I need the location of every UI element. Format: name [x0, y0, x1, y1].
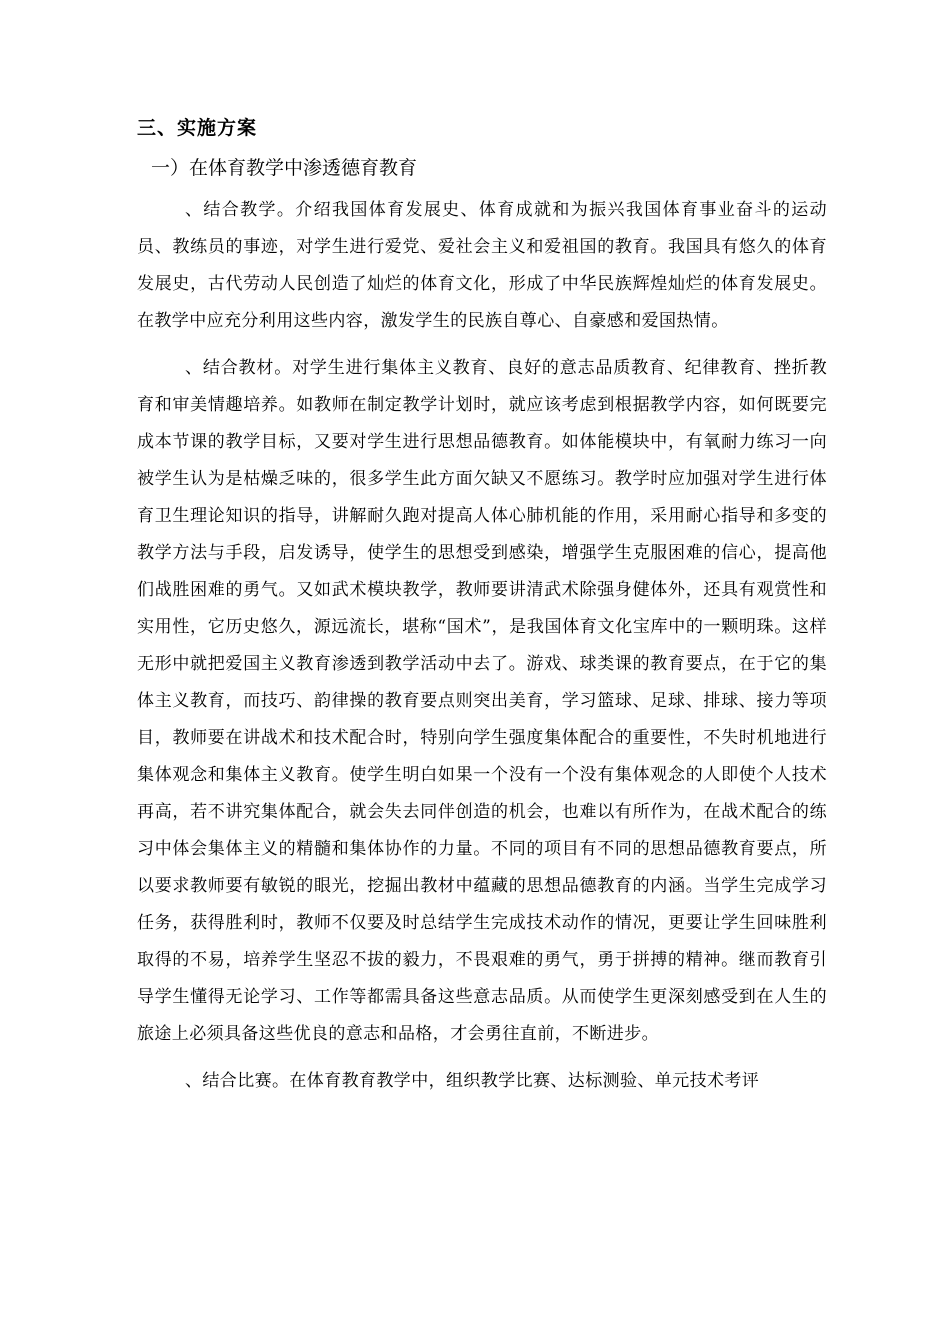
- document-body: [137, 114, 827, 1100]
- sub-heading: 一）在体育教学中渗透德育教育: [151, 157, 418, 179]
- paragraph-competition: 、结合比赛。在体育教育教学中，组织教学比赛、达标测验、单元技术考评: [185, 1071, 760, 1091]
- section-heading: 三、实施方案: [137, 117, 258, 139]
- paragraph-materials: 、结合教材。对学生进行集体主义教育、良好的意志品质教育、纪律教育、挫折教育和审美情趣培养。如教师在制定教学计划时，就应该考虑到根据教学内容，如何既要完成本节课的教学目标，又要对学生进行思想品德教育。如体能模块中，有氧耐力练习一向被学生认为是枯燥乏味的，很多学生此方面欠缺又不愿练习。教学时应加强对学生进行体育卫生理论知识的指导，讲解耐久跑对提高人体心肺机能的作用，采用耐心指导和多变的教学方法与手段，启发诱导，使学生的思想受到感染，增强学生克服困难的信心，提高他们战胜困难的勇气。又如武术模块教学，教师要讲清武术除强身健体外，还具有观赏性和实用性，它历史悠久，源远流长，堪称“国术”，是我国体育文化宝库中的一颗明珠。这样无形中就把爱国主义教育渗透到教学活动中去了。游戏、球类课的教育要点，在于它的集体主义教育，而技巧、韵律操的教育要点则突出美育，学习篮球、足球、排球、接力等项目，教师要在讲战术和技术配合时，特别向学生强度集体配合的重要性，不失时机地进行集体观念和集体主义教育。使学生明白如果一个没有一个没有集体观念的人即使个人技术再高，若不讲究集体配合，就会失去同伴创造的机会，也难以有所作为，在战术配合的练习中体会集体主义的精髓和集体协作的力量。不同的项目有不同的思想品德教育要点，所以要求教师要有敏锐的眼光，挖掘出教材中蕴藏的思想品德教育的内涵。当学生完成学习任务，获得胜利时，教师不仅要及时总结学生完成技术动作的情况，更要让学生回味胜利取得的不易，培养学生坚忍不拔的毅力，不畏艰难的勇气，勇于拼搏的精神。继而教育引导学生懂得无论学习、工作等都需具备这些意志品质。从而使学生更深刻感受到在人生的旅途上必须具备这些优良的意志和品格，才会勇往直前，不断进步。: [137, 358, 827, 1044]
- paragraph-teaching: 、结合教学。介绍我国体育发展史、体育成就和为振兴我国体育事业奋斗的运动员、教练员的事迹，对学生进行爱党、爱社会主义和爱祖国的教育。我国具有悠久的体育发展史，古代劳动人民创造了灿烂的体育文化，形成了中华民族辉煌灿烂的体育发展史。在教学中应充分利用这些内容，激发学生的民族自尊心、自豪感和爱国热情。: [137, 200, 827, 331]
